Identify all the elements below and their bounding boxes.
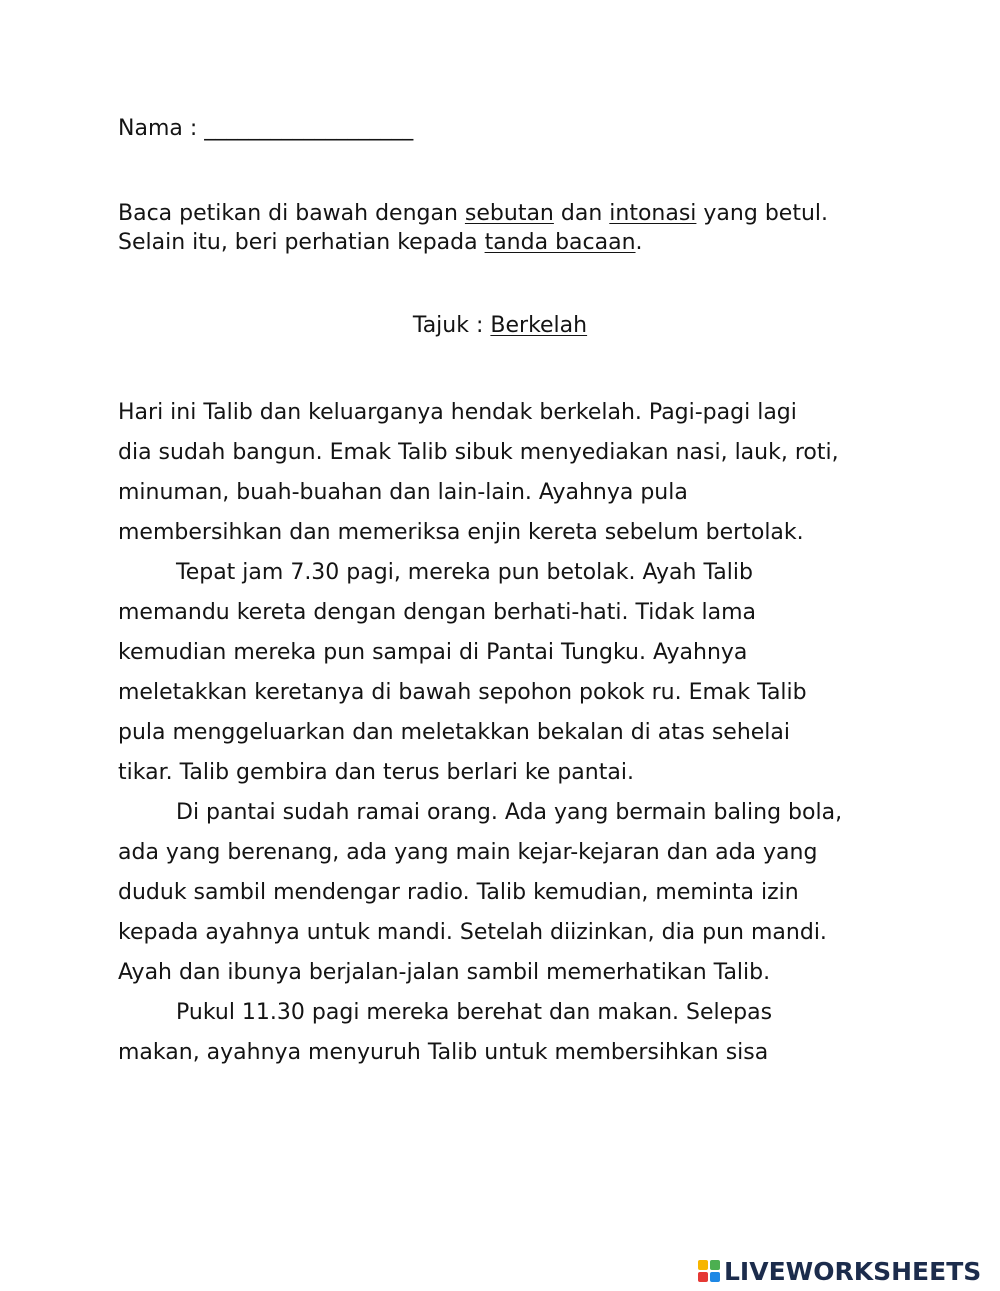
instructions-text: dan [553,201,610,226]
instructions-text: Selain itu, beri perhatian kepada [118,230,485,255]
logo-square [710,1272,720,1282]
instructions-text: . [635,230,643,255]
passage-line: kemudian mereka pun sampai di Pantai Tungku. Ayahnya [118,640,748,665]
passage-title [0,311,1000,341]
paragraph-4 [118,993,918,1073]
logo-square [698,1260,708,1270]
passage [118,393,918,1073]
title-label: Tajuk : [412,313,491,338]
keyword-tanda-bacaan: tanda bacaan [484,230,636,255]
passage-line: tikar. Talib gembira dan terus berlari ke pantai. [118,760,634,785]
instructions-line-2 [118,228,918,257]
passage-line: ada yang berenang, ada yang main kejar-kejaran dan ada yang [118,840,818,865]
passage-line: Di pantai sudah ramai orang. Ada yang bermain baling bola, [176,800,843,825]
passage-line: Tepat jam 7.30 pagi, mereka pun betolak. Ayah Talib [176,560,753,585]
passage-line: duduk sambil mendengar radio. Talib kemudian, meminta izin [118,880,799,905]
passage-line: Pukul 11.30 pagi mereka berehat dan makan. Selepas [176,1000,773,1025]
instructions-line-1 [118,199,918,228]
name-blank[interactable]: ___________________ [204,116,414,141]
passage-line: Hari ini Talib dan keluarganya hendak berkelah. Pagi-pagi lagi [118,400,797,425]
passage-line: meletakkan keretanya di bawah sepohon pokok ru. Emak Talib [118,680,807,705]
passage-line: pula menggeluarkan dan meletakkan bekalan di atas sehelai [118,720,790,745]
logo-square [710,1260,720,1270]
instructions-text: Baca petikan di bawah dengan [118,201,465,226]
keyword-intonasi: intonasi [609,201,697,226]
instructions [118,199,918,257]
paragraph-2 [118,553,918,793]
passage-line: kepada ayahnya untuk mandi. Setelah diizinkan, dia pun mandi. [118,920,827,945]
logo-grid-icon [698,1260,720,1282]
keyword-sebutan: sebutan [464,201,554,226]
title-value: Berkelah [490,313,588,338]
passage-line: minuman, buah-buahan dan lain-lain. Ayahnya pula [118,480,688,505]
name-field [118,114,413,144]
passage-line: Ayah dan ibunya berjalan-jalan sambil memerhatikan Talib. [118,960,771,985]
passage-line: dia sudah bangun. Emak Talib sibuk menyediakan nasi, lauk, roti, [118,440,839,465]
name-label: Nama : [118,116,198,141]
logo-square [698,1272,708,1282]
logo-text: LIVEWORKSHEETS [724,1256,982,1286]
paragraph-3 [118,793,918,993]
passage-line: makan, ayahnya menyuruh Talib untuk membersihkan sisa [118,1040,769,1065]
instructions-text: yang betul. [696,201,828,226]
passage-line: membersihkan dan memeriksa enjin kereta sebelum bertolak. [118,520,804,545]
passage-line: memandu kereta dengan dengan berhati-hati. Tidak lama [118,600,757,625]
paragraph-1 [118,393,918,553]
liveworksheets-logo [698,1254,981,1288]
